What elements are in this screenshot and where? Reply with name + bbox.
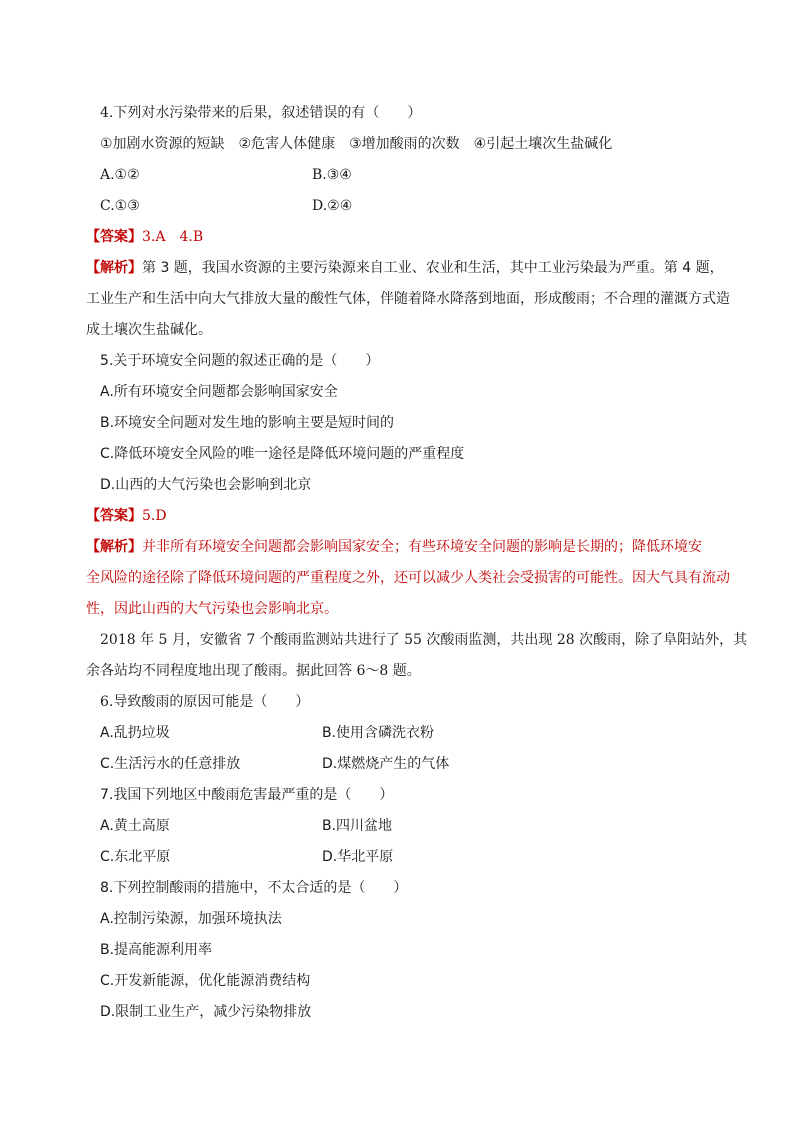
explanation-5-line-2: 全风险的途径除了降低环境问题的严重程度之外，还可以减少人类社会受损害的可能性。因大气具有流动 [86,570,730,586]
question-8-option-a: A.控制污染源，加强环境执法 [100,911,282,927]
explanation-tag: 【解析】 [86,260,142,276]
question-8-option-d: D.限制工业生产，减少污染物排放 [100,1004,312,1020]
explanation-5-line-3: 性，因此山西的大气污染也会影响北京。 [86,601,338,617]
question-7-option-b: B.四川盆地 [322,818,393,834]
answer-value: 5.D [142,508,167,524]
question-5-option-a: A.所有环境安全问题都会影响国家安全 [100,384,338,400]
question-5-stem: 5.关于环境安全问题的叙述正确的是（ ） [100,353,380,369]
question-7-option-c: C.东北平原 [100,849,171,865]
question-4-stem: 4.下列对水污染带来的后果，叙述错误的有（ ） [100,105,422,121]
question-4-option-c: C.①③ [100,198,140,214]
question-6-option-d: D.煤燃烧产生的气体 [322,756,450,772]
question-4-option-b: B.③④ [312,167,352,183]
answer-5 [86,506,726,526]
question-8-option-b: B.提高能源利用率 [100,942,213,958]
answer-tag: 【答案】 [86,508,142,524]
explanation-text: 第 3 题，我国水资源的主要污染源来自工业、农业和生活，其中工业污染最为严重。第 4 题， [142,260,724,276]
question-5-option-b: B.环境安全问题对发生地的影响主要是短时间的 [100,415,395,431]
explanation-3-4-line-2: 工业生产和生活中向大气排放大量的酸性气体，伴随着降水降落到地面，形成酸雨；不合理的灌溉方式造 [86,291,730,307]
question-5-option-d: D.山西的大气污染也会影响到北京 [100,477,312,493]
question-7-stem: 7.我国下列地区中酸雨危害最严重的是（ ） [100,787,394,803]
answer-value: 3.A 4.B [142,229,204,245]
passage-line-1: 2018 年 5 月，安徽省 7 个酸雨监测站共进行了 55 次酸雨监测，共出现 28 次酸雨，除了阜阳站外，其 [100,632,748,648]
question-8-option-c: C.开发新能源，优化能源消费结构 [100,973,311,989]
explanation-text: 并非所有环境安全问题都会影响国家安全；有些环境安全问题的影响是长期的；降低环境安 [142,539,702,555]
question-5-option-c: C.降低环境安全风险的唯一途径是降低环境问题的严重程度 [100,446,465,462]
passage-line-2: 余各站均不同程度地出现了酸雨。据此回答 6～8 题。 [86,663,421,679]
explanation-tag: 【解析】 [86,539,142,555]
question-6-option-c: C.生活污水的任意排放 [100,756,241,772]
explanation-5-line-1 [86,537,726,557]
explanation-3-4-line-1 [86,258,726,278]
question-7-option-d: D.华北平原 [322,849,394,865]
explanation-3-4-line-3: 成土壤次生盐碱化。 [86,322,212,338]
answer-tag: 【答案】 [86,229,142,245]
question-8-stem: 8.下列控制酸雨的措施中，不太合适的是（ ） [100,880,408,896]
question-4-items: ①加剧水资源的短缺 ②危害人体健康 ③增加酸雨的次数 ④引起土壤次生盐碱化 [100,136,613,152]
question-6-option-a: A.乱扔垃圾 [100,725,170,741]
question-4-option-d: D.②④ [312,198,353,214]
question-4-option-a: A.①② [100,167,140,183]
question-7-option-a: A.黄土高原 [100,818,170,834]
question-6-option-b: B.使用含磷洗衣粉 [322,725,435,741]
answer-3-4 [86,227,726,247]
question-6-stem: 6.导致酸雨的原因可能是（ ） [100,694,310,710]
